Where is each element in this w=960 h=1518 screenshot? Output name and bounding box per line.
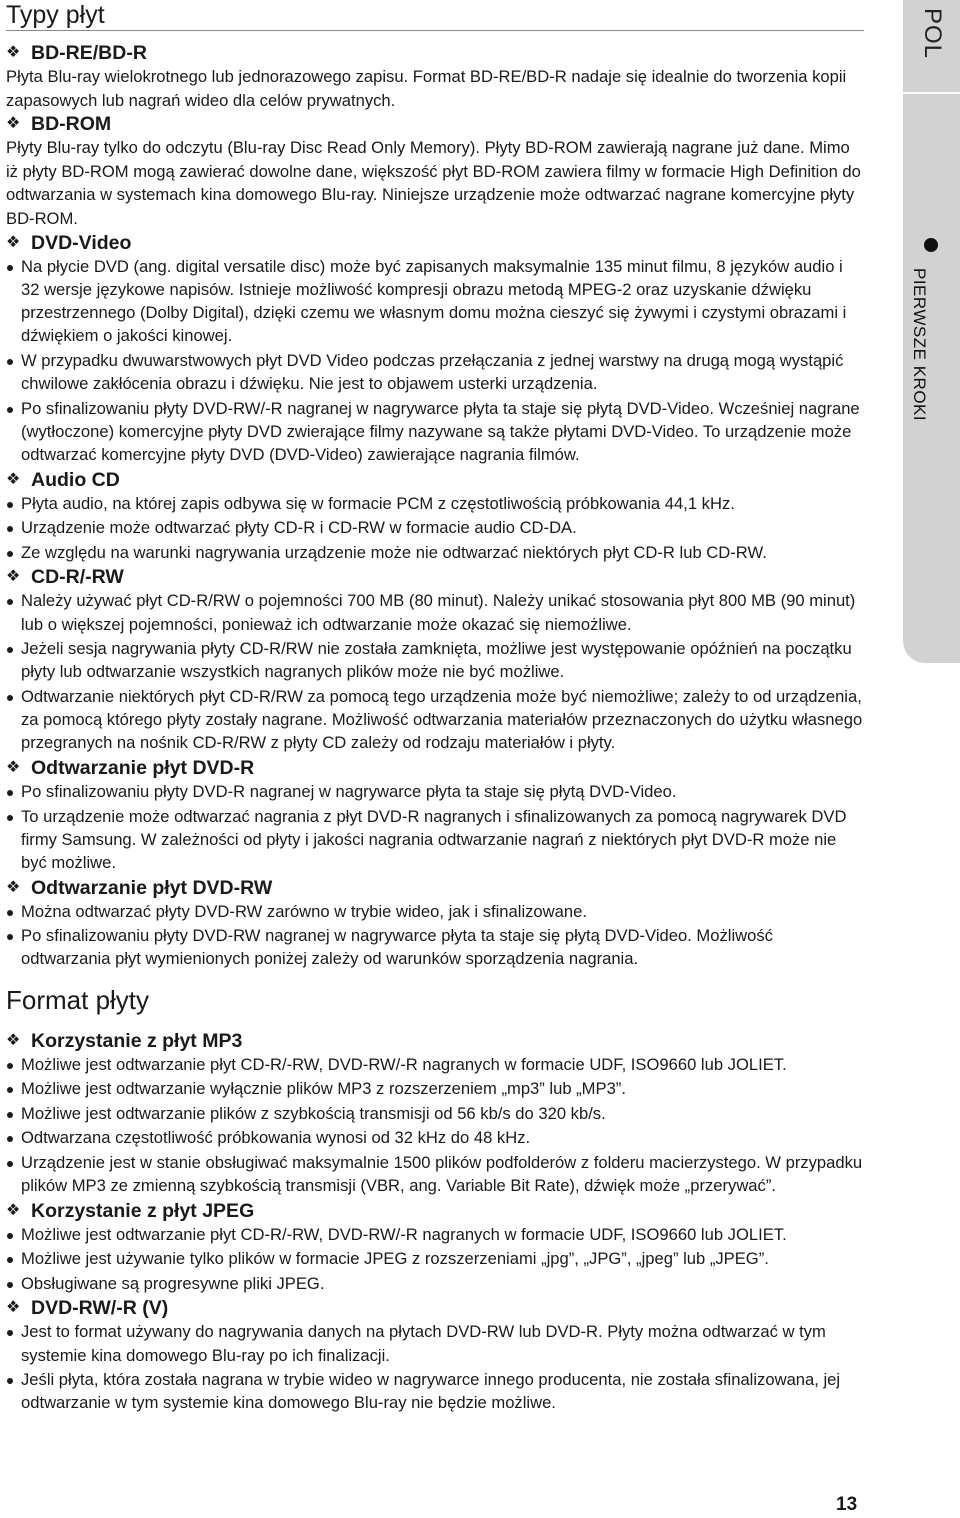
section-heading: [6, 231, 864, 255]
list-item: Po sfinalizowaniu płyty DVD-R nagranej w nagrywarce płyta ta staje się płytą DVD-Video.: [6, 780, 864, 803]
diamond-cluster-icon: ❖: [6, 115, 21, 133]
bullet-list: [6, 900, 864, 971]
section-paragraph: Płyta Blu-ray wielokrotnego lub jednorazowego zapisu. Format BD-RE/BD-R nadaje się idealnie do tworzenia kopii zapasowych lub nagrań wideo dla celów prywatnych.: [6, 67, 847, 110]
list-item: To urządzenie może odtwarzać nagrania z płyt DVD-R nagranych i sfinalizowanych za pomocą nagrywarek DVD firmy Samsung. W zależności od płyty i jakości nagrania odtwarzanie nagrań z niektórych płyt DVD-R może nie być możliwe.: [6, 805, 864, 875]
bullet-list: [6, 1320, 864, 1414]
section-heading-text: Audio CD: [31, 468, 120, 491]
bullet-list: [6, 589, 864, 754]
list-item: Należy używać płyt CD-R/RW o pojemności 700 MB (80 minut). Należy unikać stosowania płyt 800 MB (90 minut) lub o większej pojemności, ponieważ ich odtwarzanie może okazać się niemożliwe.: [6, 589, 864, 635]
diamond-cluster-icon: ❖: [6, 1299, 21, 1317]
list-item: Jeśli płyta, która została nagrana w trybie wideo w nagrywarce innego producenta, nie została sfinalizowana, jej odtwarzanie w tym systemie kina domowego Blu-ray nie będzie możliwe.: [6, 1368, 864, 1414]
list-item: Po sfinalizowaniu płyty DVD-RW nagranej w nagrywarce płyta ta staje się płytą DVD-Video. Możliwość odtwarzania płyt wymienionych poniżej zależy od warunków sporządzenia nagrania.: [6, 924, 864, 970]
page-number: 13: [836, 1494, 858, 1515]
section-heading: [6, 756, 864, 780]
section-heading-text: Odtwarzanie płyt DVD-R: [31, 756, 255, 779]
list-item: Urządzenie jest w stanie obsługiwać maksymalnie 1500 plików podfolderów z folderu macierzystego. W przypadku plików MP3 ze zmienną szybkością transmisji (VBR, ang. Variable Bit Rate), dźwięk może „przerywać”.: [6, 1151, 864, 1197]
section-heading: [6, 1296, 864, 1320]
section-heading: [6, 468, 864, 492]
diamond-cluster-icon: ❖: [6, 233, 21, 251]
list-item: Ze względu na warunki nagrywania urządzenie może nie odtwarzać niektórych płyt CD-R lub CD-RW.: [6, 541, 864, 564]
bullet-list: [6, 1223, 864, 1295]
list-item: Urządzenie może odtwarzać płyty CD-R i CD-RW w formacie audio CD-DA.: [6, 516, 864, 539]
bullet-list: [6, 255, 864, 467]
list-item: W przypadku dwuwarstwowych płyt DVD Video podczas przełączania z jednej warstwy na drugą mogą wystąpić chwilowe zakłócenia obrazu i dźwięku. Nie jest to objawem usterki urządzenia.: [6, 349, 864, 395]
diamond-cluster-icon: ❖: [6, 758, 21, 776]
section-heading-text: CD-R/-RW: [31, 566, 124, 589]
diamond-cluster-icon: ❖: [6, 1031, 21, 1049]
section-heading: [6, 876, 864, 900]
section-heading-text: DVD-Video: [31, 231, 132, 254]
sections-part-2: [6, 1029, 864, 1415]
section-heading: [6, 41, 864, 65]
section-heading-text: DVD-RW/-R (V): [31, 1297, 169, 1320]
chapter-label: PIERWSZE KROKI: [910, 268, 929, 422]
bullet-list: [6, 492, 864, 564]
section-heading: [6, 1029, 864, 1053]
list-item: Jeżeli sesja nagrywania płyty CD-R/RW nie została zamknięta, możliwe jest występowanie opóźnień na początku płyty lub odtwarzanie wszystkich nagranych plików może nie być możliwe.: [6, 637, 864, 683]
page-title-format: Format płyty: [6, 984, 150, 1015]
list-item: Obsługiwane są progresywne pliki JPEG.: [6, 1272, 864, 1295]
section-heading-text: BD-ROM: [31, 113, 112, 136]
page-content: [6, 0, 864, 1416]
section-heading-text: BD-RE/BD-R: [31, 42, 147, 64]
list-item: Odtwarzana częstotliwość próbkowania wynosi od 32 kHz do 48 kHz.: [6, 1126, 864, 1149]
sections-part-1: [6, 41, 864, 971]
list-item: Po sfinalizowaniu płyty DVD-RW/-R nagranej w nagrywarce płyta ta staje się płytą DVD-Video. Wcześniej nagrane (wytłoczone) komercyjne płyty DVD zwierające filmy nazywane są także płytami DVD-Video. To urządzenie może odtwarzać komercyjne płyty DVD (DVD-Video) zawierające nagrania filmów.: [6, 397, 864, 467]
section-heading: [6, 565, 864, 589]
section-paragraph: Płyty Blu-ray tylko do odczytu (Blu-ray Disc Read Only Memory). Płyty BD-ROM zawierają nagrane już dane. Mimo iż płyty BD-ROM mogą zawierać dowolne dane, większość płyt BD-ROM zawiera filmy w formacie High Definition do odtwarzania w systemach kina domowego Blu-ray. Niniejsze urządzenie może odtwarzać nagrane komercyjne płyty BD-ROM.: [6, 138, 861, 228]
list-item: Możliwe jest odtwarzanie płyt CD-R/-RW, DVD-RW/-R nagranych w formacie UDF, ISO9660 lub JOLIET.: [6, 1053, 864, 1076]
section-heading: [6, 112, 864, 136]
list-item: Możliwe jest odtwarzanie płyt CD-R/-RW, DVD-RW/-R nagranych w formacie UDF, ISO9660 lub JOLIET.: [6, 1223, 864, 1246]
bullet-list: [6, 780, 864, 874]
list-item: Możliwe jest odtwarzanie plików z szybkością transmisji od 56 kb/s do 320 kb/s.: [6, 1102, 864, 1125]
list-item: Płyta audio, na której zapis odbywa się w formacie PCM z częstotliwością próbkowania 44,1 kHz.: [6, 492, 864, 515]
side-tab-divider: [903, 92, 960, 94]
diamond-cluster-icon: ❖: [6, 878, 21, 896]
section-heading: [6, 1199, 864, 1223]
list-item: Odtwarzanie niektórych płyt CD-R/RW za pomocą tego urządzenia może być niemożliwe; zależy to od urządzenia, za pomocą którego płyty zostały nagrane. Możliwość odtwarzania materiałów przeznaczonych do użytku własnego przegranych na nośnik CD-R/RW z płyty CD zależy od rodzaju materiałów i płyty.: [6, 685, 864, 755]
diamond-cluster-icon: ❖: [6, 568, 21, 586]
diamond-cluster-icon: ❖: [6, 1201, 21, 1219]
section-heading-text: Korzystanie z płyt MP3: [31, 1029, 243, 1052]
section-heading-text: Odtwarzanie płyt DVD-RW: [31, 876, 273, 899]
list-item: Jest to format używany do nagrywania danych na płytach DVD-RW lub DVD-R. Płyty można odtwarzać w tym systemie kina domowego Blu-ray po ich finalizacji.: [6, 1320, 864, 1366]
list-item: Możliwe jest używanie tylko plików w formacie JPEG z rozszerzeniami „jpg”, „JPG”, „jpeg” lub „JPEG”.: [6, 1247, 864, 1270]
diamond-cluster-icon: ❖: [6, 44, 21, 61]
section-heading-text: Korzystanie z płyt JPEG: [31, 1199, 255, 1222]
diamond-cluster-icon: ❖: [6, 470, 21, 488]
page-title: Typy płyt: [6, 0, 864, 31]
list-item: Na płycie DVD (ang. digital versatile disc) może być zapisanych maksymalnie 135 minut filmu, 8 języków audio i 32 wersje językowe napisów. Istnieje możliwość kompresji obrazu metodą MPEG-2 oraz uzyskanie dźwięku przestrzennego (Dolby Digital), dzięki czemu we własnym domu można cieszyć się żywymi i czystymi obrazami i dźwiękiem o jakości kinowej.: [6, 255, 864, 348]
language-label: POL: [919, 8, 946, 60]
list-item: Można odtwarzać płyty DVD-RW zarówno w trybie wideo, jak i sfinalizowane.: [6, 900, 864, 923]
bullet-list: [6, 1053, 864, 1198]
bullet-dot-icon: [924, 238, 938, 252]
list-item: Możliwe jest odtwarzanie wyłącznie plików MP3 z rozszerzeniem „mp3” lub „MP3”.: [6, 1077, 864, 1100]
